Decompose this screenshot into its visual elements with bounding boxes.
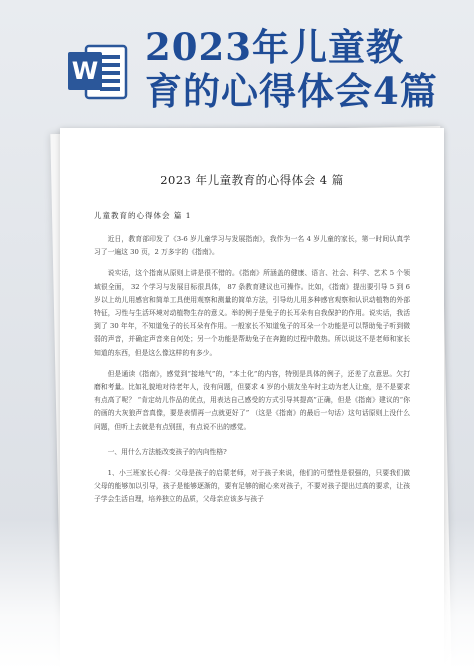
- paragraph-3: 但是通读《指南》，感觉到“接地气”的，“本土化”的内容，特别是具体的例子，还差了点意思。欠打磨和考量。比如礼貌地对待老年人，没有问题，但要求 4 岁的小朋友坐车时主动为老人让座，是不是要求有点高了呢？ “肯定幼儿作品的优点，用表达自己感受的方式引导其提高”正确，但是《指南》建议的“你的画的大灰狼声音真像，要是表情再一点就更好了” （这是《指南》的最后一句话）这句话原则上没什么问题，但听上去就是有点别扭，有点说不出的感觉。: [94, 369, 410, 431]
- word-icon-letter: W: [71, 57, 99, 85]
- question-heading: 一、用什么方法能改变孩子的内向性格?: [107, 447, 227, 456]
- header-banner: [0, 0, 474, 120]
- title-line-2: 育的心得体会4篇: [145, 69, 438, 113]
- page-title: [145, 25, 465, 113]
- paragraph-2: 说实话，这个指南从原则上讲是很不错的。《指南》所涵盖的健康、语言、社会、科学、艺术 5 个领域很全面， 32 个学习与发展目标很具体， 87 条教育建议也可操作。比如，《指南》提出要引导 5 到 6 岁以上幼儿用感官和简单工具使用观察和测量的简单方法，引导幼儿用多种感官观察和认识动植物的外部特征，习性与生活环境对动植物生存的意义。举的例子是兔子的长耳朵有自我保护的作用。说实话，我活到了 30 年年，不知道兔子的长耳朵有作用。一般家长不知道兔子的耳朵一个功能是可以帮助兔子听到微弱的声音，并确定声音来自何处；另一个功能是帮助兔子在奔跑的过程中散热。所以说这不是老师和家长知道的东西，但是这么像这样的有多少。: [94, 269, 410, 357]
- document-title: 2023 年儿童教育的心得体会 4 篇: [160, 173, 344, 187]
- paragraph-1: 近日，教育部印发了《3-6 岁儿童学习与发展指南》，我作为一名 4 岁儿童的家长，第一时间认真学习了一遍这 30 页，2 万多字的《指南》。: [94, 235, 410, 257]
- bottom-fade: [0, 519, 474, 669]
- title-line-1: 2023年儿童教: [145, 25, 404, 69]
- section-heading: 儿童教育的心得体会 篇 1: [94, 211, 192, 220]
- word-document-icon: [66, 40, 130, 104]
- paragraph-5: 1、小三班家长心得：父母是孩子的启蒙老师，对于孩子来说，他们的可塑性是很强的，只要我们做父母的能够加以引导，孩子是能够逐渐的，要有足够的耐心来对孩子，不要对孩子提出过高的要求，让孩子学会生活自理，培养独立的品质，父母亲应该多与孩子: [94, 469, 410, 504]
